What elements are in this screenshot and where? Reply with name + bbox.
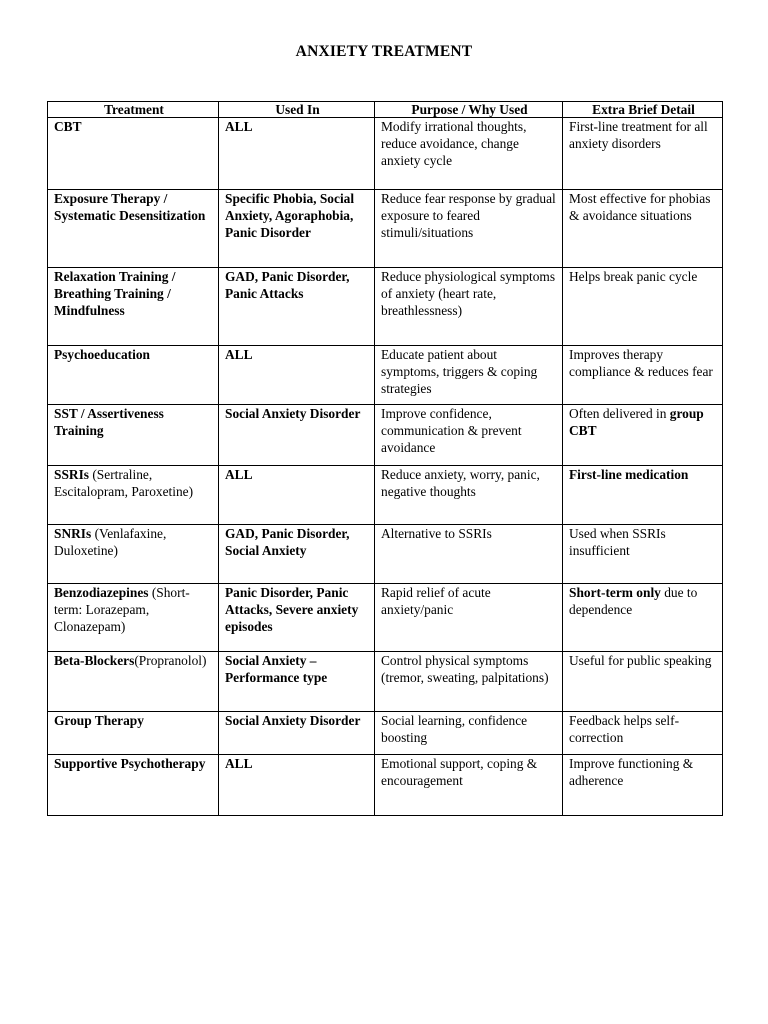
detail-text: Used when SSRIs insufficient [569,526,666,558]
detail-text: Improve functioning & adherence [569,756,694,788]
treatment-name: SST / Assertiveness Training [54,406,164,438]
treatment-name: Benzodiazepines [54,585,149,600]
treatment-note: (Sertraline, Escitalopram, Paroxetine) [54,467,194,499]
cell-purpose: Reduce physiological symptoms of anxiety (heart rate, breathlessness) [375,268,563,346]
cell-used-in: ALL [219,346,375,405]
cell-used-in: ALL [219,755,375,816]
treatment-name: Supportive Psychotherapy [54,756,206,771]
cell-purpose: Improve confidence, communication & prevent avoidance [375,405,563,466]
table-header-row [48,102,723,118]
treatment-name: Exposure Therapy / Systematic Desensitization [54,191,206,223]
cell-used-in: Social Anxiety – Performance type [219,652,375,712]
treatment-name: SSRIs [54,467,89,482]
detail-emphasis: Short-term only [569,585,661,600]
cell-treatment [48,755,219,816]
cell-used-in: Social Anxiety Disorder [219,712,375,755]
cell-used-in: Panic Disorder, Panic Attacks, Severe anxiety episodes [219,584,375,652]
cell-purpose: Reduce fear response by gradual exposure to feared stimuli/situations [375,190,563,268]
cell-treatment [48,712,219,755]
cell-purpose: Rapid relief of acute anxiety/panic [375,584,563,652]
table-row [48,525,723,584]
cell-treatment [48,525,219,584]
cell-detail [563,584,723,652]
table-body [48,118,723,816]
detail-emphasis: First-line medication [569,467,689,482]
table-row [48,584,723,652]
treatment-name: CBT [54,119,82,134]
cell-treatment [48,405,219,466]
treatment-note: (Short-term: Lorazepam, Clonazepam) [54,585,190,634]
cell-used-in: GAD, Panic Disorder, Panic Attacks [219,268,375,346]
cell-treatment [48,584,219,652]
cell-used-in: Specific Phobia, Social Anxiety, Agoraphobia, Panic Disorder [219,190,375,268]
cell-detail [563,405,723,466]
treatment-name: Beta-Blockers [54,653,135,668]
header-treatment: Treatment [48,102,219,118]
cell-detail [563,712,723,755]
detail-text: Helps break panic cycle [569,269,698,284]
header-detail: Extra Brief Detail [563,102,723,118]
treatment-name: SNRIs [54,526,92,541]
detail-text: First-line treatment for all anxiety disorders [569,119,708,151]
header-used-in: Used In [219,102,375,118]
treatment-name: Group Therapy [54,713,144,728]
detail-text: Feedback helps self-correction [569,713,680,745]
table-row [48,118,723,190]
table-row [48,190,723,268]
cell-detail [563,466,723,525]
cell-used-in: GAD, Panic Disorder, Social Anxiety [219,525,375,584]
table-row [48,346,723,405]
cell-used-in: Social Anxiety Disorder [219,405,375,466]
cell-treatment [48,118,219,190]
cell-detail [563,190,723,268]
table-row [48,466,723,525]
treatment-note: (Venlafaxine, Duloxetine) [54,526,167,558]
table-row [48,268,723,346]
treatment-name: Psychoeducation [54,347,150,362]
detail-text: Often delivered in [569,406,670,421]
detail-text: Useful for public speaking [569,653,712,668]
cell-purpose: Educate patient about symptoms, triggers & coping strategies [375,346,563,405]
header-purpose: Purpose / Why Used [375,102,563,118]
cell-treatment [48,190,219,268]
cell-used-in: ALL [219,118,375,190]
cell-detail [563,268,723,346]
cell-treatment [48,466,219,525]
cell-treatment [48,652,219,712]
detail-text-after: due to dependence [569,585,698,617]
detail-text: Improves therapy compliance & reduces fear [569,347,713,379]
detail-text: Most effective for phobias & avoidance situations [569,191,711,223]
cell-detail [563,118,723,190]
cell-detail [563,525,723,584]
cell-purpose: Control physical symptoms (tremor, sweating, palpitations) [375,652,563,712]
table-row [48,405,723,466]
cell-treatment [48,346,219,405]
table-row [48,652,723,712]
treatment-name: Relaxation Training / Breathing Training / Mindfulness [54,269,176,318]
cell-purpose: Modify irrational thoughts, reduce avoidance, change anxiety cycle [375,118,563,190]
treatment-note: (Propranolol) [134,653,207,668]
cell-purpose: Social learning, confidence boosting [375,712,563,755]
detail-emphasis: group CBT [569,406,704,438]
table-row [48,712,723,755]
cell-treatment [48,268,219,346]
cell-used-in: ALL [219,466,375,525]
cell-detail [563,346,723,405]
cell-detail [563,652,723,712]
cell-detail [563,755,723,816]
cell-purpose: Reduce anxiety, worry, panic, negative thoughts [375,466,563,525]
page-title: ANXIETY TREATMENT [295,43,473,60]
treatment-table [47,101,723,816]
cell-purpose: Alternative to SSRIs [375,525,563,584]
cell-purpose: Emotional support, coping & encouragement [375,755,563,816]
table-row [48,755,723,816]
